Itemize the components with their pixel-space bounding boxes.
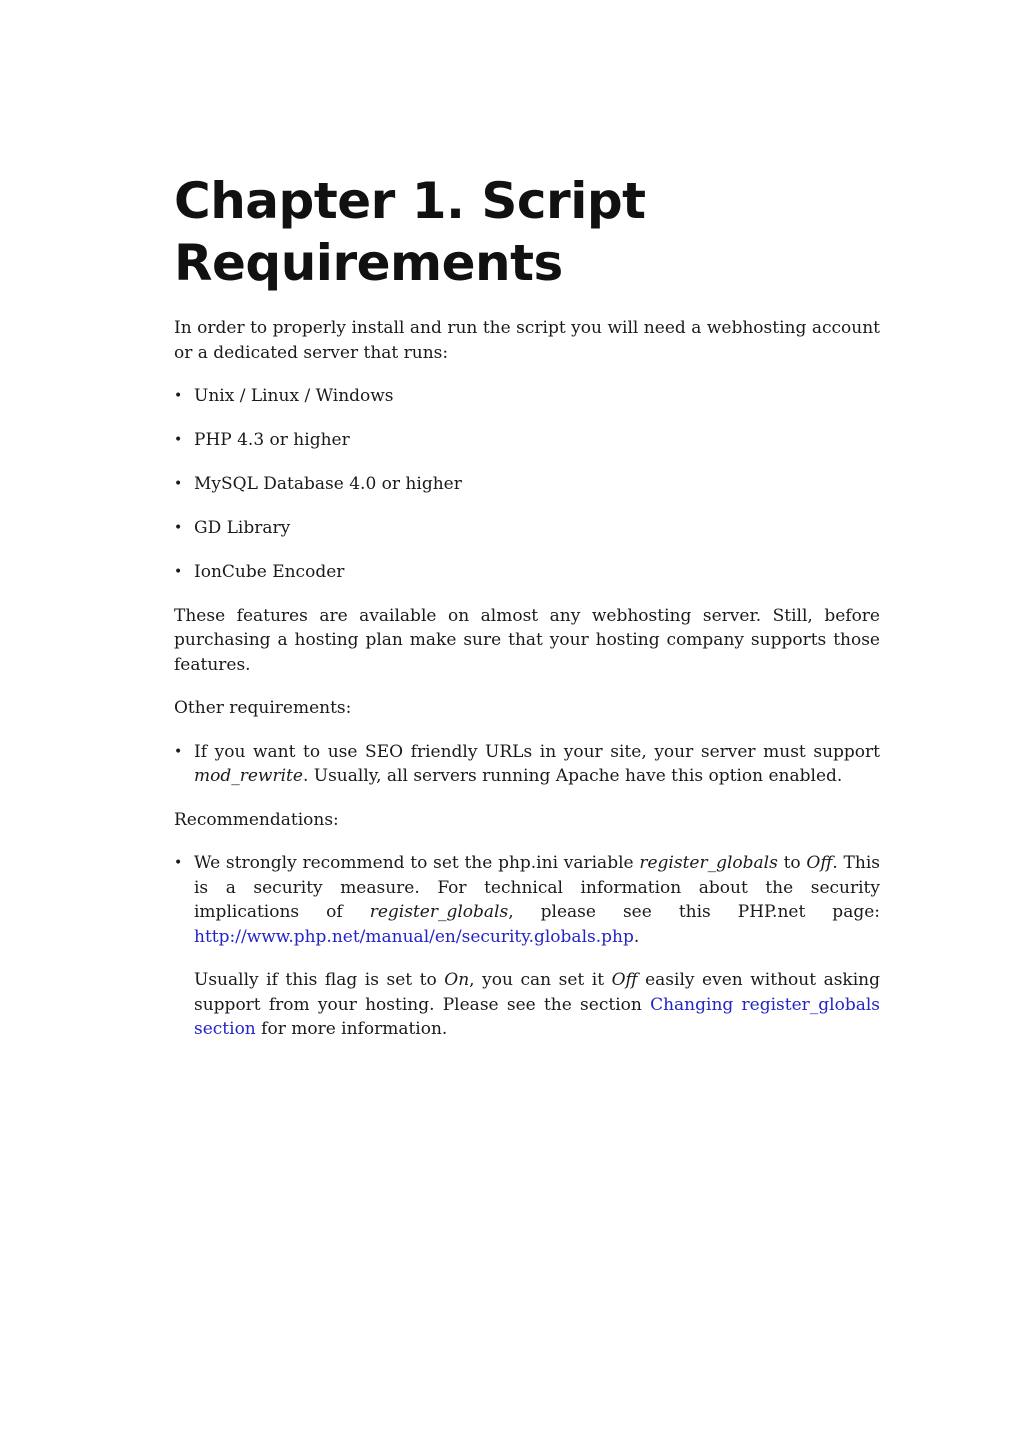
text-run: We strongly recommend to set the php.ini variable (194, 853, 640, 873)
list-item (174, 851, 880, 1042)
list-item-text: MySQL Database 4.0 or higher (194, 474, 462, 494)
intro-paragraph: In order to properly install and run the script you will need a webhosting account or a dedicated server that runs: (174, 318, 880, 363)
text-run: Usually if this flag is set to (194, 970, 445, 990)
availability-paragraph: These features are available on almost any webhosting server. Still, before purchasing a hosting plan make sure that your hosting company supports those features. (174, 605, 880, 675)
on-term: On (444, 970, 470, 990)
php-net-link[interactable]: http://www.php.net/manual/en/security.globals.php (194, 926, 634, 947)
list-item-text: GD Library (194, 518, 291, 538)
list-item-text: IonCube Encoder (194, 562, 345, 582)
text-run: , please see this PHP.net page: (508, 902, 880, 922)
other-requirements-heading: Other requirements: (174, 698, 352, 718)
off-term: Off (611, 970, 638, 990)
chapter-title-line1: Chapter 1. Script (174, 172, 646, 230)
bullet-icon: • (174, 855, 183, 871)
bullet-icon: • (174, 564, 183, 580)
seo-text-start: If you want to use SEO friendly URLs in your site, your server must support (194, 741, 880, 762)
list-item (174, 428, 880, 453)
changing-register-globals-link[interactable]: Changing register_globals section (194, 994, 881, 1039)
register-globals-term: register_globals (639, 853, 778, 873)
bullet-icon: • (174, 432, 183, 448)
list-item-text: Unix / Linux / Windows (194, 386, 394, 406)
bullet-icon: • (174, 476, 183, 492)
register-globals-followup-paragraph (194, 968, 880, 1042)
mod-rewrite-term: mod_rewrite (194, 766, 303, 786)
list-item-text: PHP 4.3 or higher (194, 430, 350, 450)
bullet-icon: • (174, 520, 183, 536)
seo-text-end: . Usually, all servers running Apache have this option enabled. (302, 766, 843, 786)
off-term: Off (806, 853, 833, 873)
text-run: , you can set it (469, 970, 612, 990)
text-run: . This is a security measure. For technical information about the security implications of (194, 853, 880, 922)
recommendations-list (174, 851, 880, 1042)
list-item (174, 560, 880, 585)
register-globals-term: register_globals (369, 902, 509, 922)
bullet-icon: • (174, 388, 183, 404)
text-run: . (633, 926, 640, 947)
text-run: easily even without asking support from your hosting. Please see the section (194, 970, 880, 1015)
recommendations-heading: Recommendations: (174, 809, 339, 830)
other-requirements-list (174, 740, 880, 789)
list-item (174, 740, 880, 789)
list-item (174, 516, 880, 541)
bullet-icon: • (174, 743, 183, 760)
requirements-list (174, 384, 880, 585)
text-run: to (777, 853, 807, 873)
text-run: for more information. (255, 1019, 448, 1039)
list-item (174, 472, 880, 497)
document-page (174, 170, 880, 1061)
register-globals-paragraph (194, 851, 880, 949)
chapter-title (174, 170, 880, 294)
chapter-title-line2: Requirements (174, 234, 563, 292)
list-item (174, 384, 880, 409)
